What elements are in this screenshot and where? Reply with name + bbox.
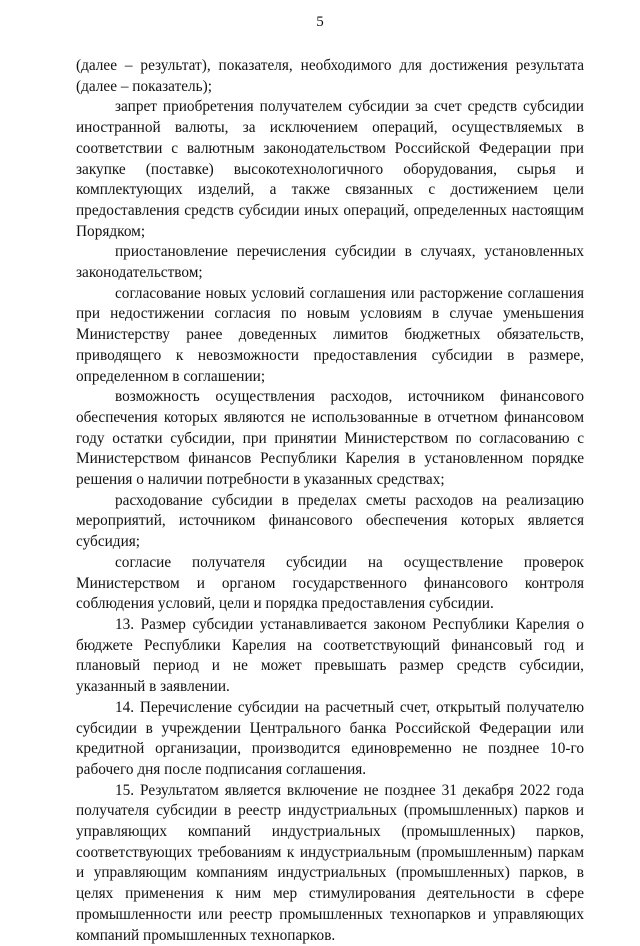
paragraph-remaining-funds: возможность осуществления расходов, источником финансового обеспечения которых являются не использованные в отчетном финансовом году остатки субсидии, при принятии Министерством по согласованию с Министерством финансов Республики Карелия в установленном порядке решения о наличии потребности в указанных средствах;: [76, 388, 584, 489]
paragraph-item-14: 14. Перечисление субсидии на расчетный счет, открытый получателю субсидии в учреждении Центрального банка Российской Федерации или кредитной организации, производится единовременно не позднее 10-го рабочего дня после подписания соглашения.: [76, 698, 584, 778]
paragraph-currency-ban: запрет приобретения получателем субсидии за счет средств субсидии иностранной валюты, за исключением операций, осуществляемых в соответствии с валютным законодательством Российской Федерации при закупке (поставке) высокотехнологичного оборудования, сырья и комплектующих изделий, а также связанных с достижением цели предоставления средств субсидии иных операций, определенных настоящим Порядком;: [76, 98, 584, 240]
paragraph-suspension: приостановление перечисления субсидии в случаях, установленных законодательством;: [76, 243, 584, 282]
paragraph-item-15: 15. Результатом является включение не позднее 31 декабря 2022 года получателя субсидии в реестр индустриальных (промышленных) парков и управляющих компаний индустриальных (промышленных) парков, соответствующих требованиям к индустриальным (промышленным) паркам и управляющим компаниям индустриальных (промышленных) парков, в целях применения к ним мер стимулирования деятельности в сфере промышленности или реестр промышленных технопарков и управляющих компаний промышленных технопарков.: [76, 781, 584, 944]
paragraph-expense-estimate: расходование субсидии в пределах сметы расходов на реализацию мероприятий, источником финансового обеспечения которых является субсидия;: [76, 491, 584, 551]
paragraph-item-13: 13. Размер субсидии устанавливается законом Республики Карелия о бюджете Республики Карелия на соответствующий финансовый год и плановый период и не может превышать размер средств субсидии, указанный в заявлении.: [76, 615, 584, 696]
page-body: [76, 56, 584, 946]
paragraph-result-continuation: (далее – результат), показателя, необходимого для достижения результата (далее – показатель);: [76, 57, 584, 95]
paragraph-new-conditions: согласование новых условий соглашения или расторжение соглашения при недостижении согласия по новым условиям в случае уменьшения Министерству ранее доведенных лимитов бюджетных обязательств, приводящего к невозможности предоставления субсидии в размере, определенном в соглашении;: [76, 284, 584, 385]
page-number: 5: [316, 14, 324, 30]
paragraph-inspection-consent: согласие получателя субсидии на осуществление проверок Министерством и органом государственного финансового контроля соблюдения условий, цели и порядка предоставления субсидии.: [76, 553, 584, 613]
